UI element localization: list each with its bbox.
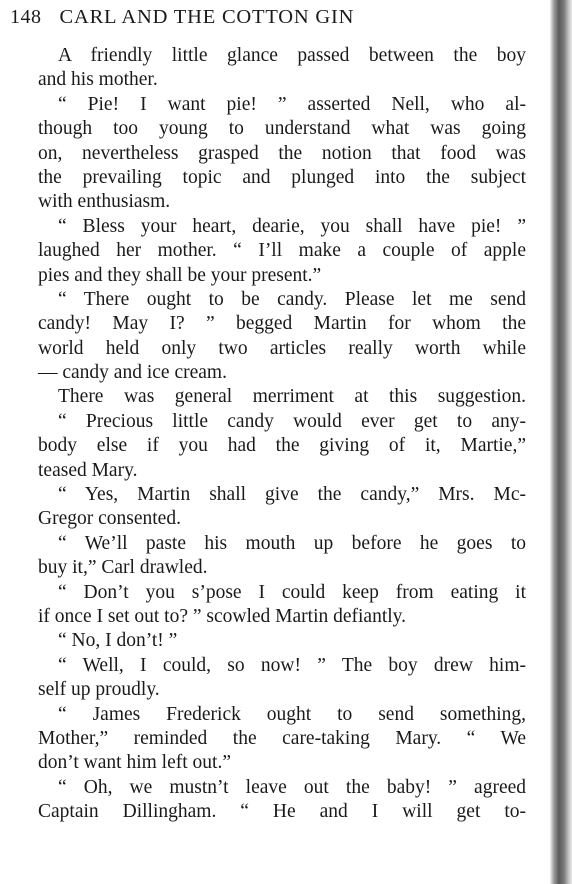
body-text	[38, 44, 526, 825]
text-line: pies and they shall be your present.”	[38, 264, 322, 286]
text-line: “ Precious little candy would ever get to any-	[58, 410, 526, 432]
text-line: teased Mary.	[38, 459, 138, 481]
text-line: “ Well, I could, so now! ” The boy drew him-	[58, 654, 526, 676]
text-line: don’t want him left out.”	[38, 752, 231, 774]
text-line: “ James Frederick ought to send something,	[58, 703, 526, 725]
text-line: “ There ought to be candy. Please let me send	[58, 288, 526, 310]
text-line: “ Oh, we mustn’t leave out the baby! ” agreed	[58, 776, 526, 798]
text-line: Mother,” reminded the care-taking Mary. “ We	[38, 727, 526, 749]
text-line: “ We’ll paste his mouth up before he goes to	[58, 532, 526, 554]
text-line: buy it,” Carl drawled.	[38, 557, 208, 579]
text-line: self up proudly.	[38, 679, 160, 701]
page-header	[10, 6, 354, 34]
page-number: 148	[10, 6, 42, 28]
text-line: if once I set out to? ” scowled Martin defiantly.	[38, 605, 407, 627]
text-line: world held only two articles really worth while	[38, 337, 526, 359]
text-line: body else if you had the giving of it, Martie,”	[38, 435, 526, 457]
text-line: Captain Dillingham. “ He and I will get to-	[38, 801, 526, 823]
text-line: A friendly little glance passed between the boy	[58, 45, 526, 66]
text-line: “ Yes, Martin shall give the candy,” Mrs. Mc-	[58, 484, 526, 506]
text-line: “ Pie! I want pie! ” asserted Nell, who al-	[58, 93, 526, 115]
text-line: There was general merriment at this suggestion.	[58, 386, 526, 408]
running-head: CARL AND THE COTTON GIN	[59, 6, 355, 28]
text-line: on, nevertheless grasped the notion that food was	[38, 142, 526, 164]
text-line: — candy and ice cream.	[38, 362, 227, 384]
text-line: candy! May I? ” begged Martin for whom the	[38, 313, 526, 335]
text-line: the prevailing topic and plunged into the subject	[38, 166, 526, 188]
text-line: laughed her mother. “ I’ll make a couple of apple	[38, 240, 526, 262]
text-line: “ Don’t you s’pose I could keep from eating it	[58, 581, 526, 603]
text-line: with enthusiasm.	[38, 191, 171, 213]
text-line: though too young to understand what was going	[38, 118, 526, 140]
page-edge-shadow	[550, 0, 572, 884]
text-line: and his mother.	[38, 69, 158, 91]
text-line: “ No, I don’t! ”	[58, 630, 178, 652]
text-line: Gregor consented.	[38, 508, 181, 530]
text-line: “ Bless your heart, dearie, you shall have pie! ”	[58, 215, 526, 237]
